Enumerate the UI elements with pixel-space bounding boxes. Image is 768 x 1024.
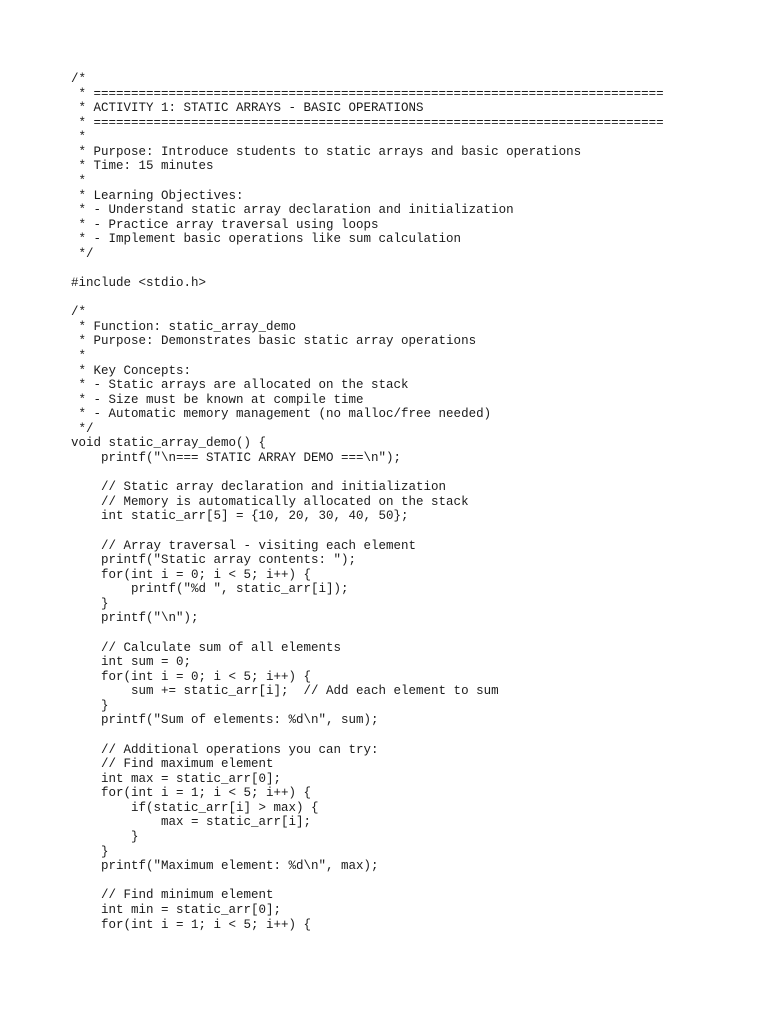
code-line: // Calculate sum of all elements	[71, 640, 342, 655]
code-line: printf("Sum of elements: %d\n", sum);	[71, 713, 379, 728]
code-line: *	[71, 348, 87, 363]
code-line	[71, 524, 751, 539]
code-line: // Array traversal - visiting each element	[71, 538, 417, 553]
code-line: * - Practice array traversal using loops	[71, 217, 379, 232]
code-line: * - Understand static array declaration and initialization	[71, 203, 514, 218]
code-line: */	[71, 246, 94, 261]
code-line	[71, 262, 751, 277]
code-line: */	[71, 421, 94, 436]
code-line: printf("Static array contents: ");	[71, 553, 357, 568]
code-line: * Learning Objectives:	[71, 188, 244, 203]
code-line: for(int i = 0; i < 5; i++) {	[71, 567, 312, 582]
code-line: * - Static arrays are allocated on the stack	[71, 378, 409, 393]
code-line	[71, 466, 751, 481]
code-line: printf("\n");	[71, 611, 199, 626]
code-line: * - Implement basic operations like sum calculation	[71, 232, 462, 247]
code-line: * - Automatic memory management (no malloc/free needed)	[71, 407, 492, 422]
code-line: * - Size must be known at compile time	[71, 392, 364, 407]
code-line: * Function: static_array_demo	[71, 319, 297, 334]
code-line: * Purpose: Introduce students to static arrays and basic operations	[71, 144, 582, 159]
code-line: * ============================================================================	[71, 115, 664, 130]
code-line: printf("\n=== STATIC ARRAY DEMO ===\n");	[71, 451, 402, 466]
code-line: /*	[71, 305, 87, 320]
code-line: printf("Maximum element: %d\n", max);	[71, 859, 379, 874]
code-line: * Time: 15 minutes	[71, 159, 214, 174]
code-line: }	[71, 844, 109, 859]
code-line: // Memory is automatically allocated on the stack	[71, 494, 469, 509]
code-line	[71, 626, 751, 641]
code-line: // Additional operations you can try:	[71, 742, 379, 757]
code-line: int sum = 0;	[71, 655, 192, 670]
code-line: int max = static_arr[0];	[71, 771, 282, 786]
code-line: * ACTIVITY 1: STATIC ARRAYS - BASIC OPERATIONS	[71, 101, 424, 116]
code-line: for(int i = 0; i < 5; i++) {	[71, 669, 312, 684]
code-line: for(int i = 1; i < 5; i++) {	[71, 917, 312, 932]
code-line: // Find maximum element	[71, 757, 274, 772]
code-line: for(int i = 1; i < 5; i++) {	[71, 786, 312, 801]
code-line: *	[71, 174, 87, 189]
code-line: void static_array_demo() {	[71, 436, 267, 451]
code-line: if(static_arr[i] > max) {	[71, 800, 319, 815]
code-line: #include <stdio.h>	[71, 276, 207, 291]
code-line: * Purpose: Demonstrates basic static array operations	[71, 334, 477, 349]
code-line: /*	[71, 72, 87, 86]
code-line	[71, 291, 751, 306]
code-listing	[71, 72, 751, 932]
code-line: }	[71, 830, 139, 845]
code-line	[71, 728, 751, 743]
code-line: sum += static_arr[i]; // Add each element to sum	[71, 684, 499, 699]
code-line	[71, 874, 751, 889]
code-line: int static_arr[5] = {10, 20, 30, 40, 50};	[71, 509, 409, 524]
code-line: * ============================================================================	[71, 86, 664, 101]
code-line: // Find minimum element	[71, 888, 274, 903]
code-line: // Static array declaration and initialization	[71, 480, 447, 495]
code-line: }	[71, 698, 109, 713]
code-line: * Key Concepts:	[71, 363, 192, 378]
code-line: printf("%d ", static_arr[i]);	[71, 582, 349, 597]
code-line: }	[71, 596, 109, 611]
code-line: *	[71, 130, 87, 145]
code-line: max = static_arr[i];	[71, 815, 312, 830]
code-line: int min = static_arr[0];	[71, 902, 282, 917]
